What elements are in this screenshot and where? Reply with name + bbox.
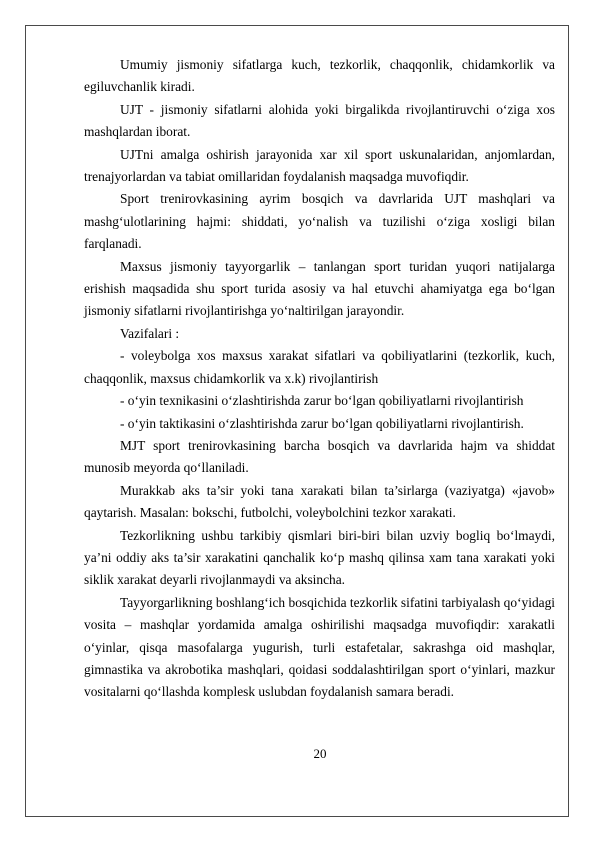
document-body — [84, 54, 555, 704]
paragraph-tasks-heading: Vazifalari : — [120, 325, 180, 341]
list-item-task-1: - voleybolga xos maxsus xarakat sifatlari va qobiliyatlarini (tezkorlik, kuch, chaqqonlik, maxsus chidamkorlik va x.k) rivojlantirish — [84, 348, 555, 386]
paragraph-special-training: Maxsus jismoniy tayyorgarlik – tanlangan sport turidan yuqori natijalarga erishish maqsadida shu sport turida asosiy va hal etuvchi ahamiyatga ega bo‘lgan jismoniy sifatlarni rivojlantirishga yo‘naltirilgan jarayondir. — [84, 258, 555, 319]
paragraph-general-qualities: Umumiy jismoniy sifatlarga kuch, tezkorlik, chaqqonlik, chidamkorlik va egiluvchanlik kiradi. — [84, 57, 555, 95]
paragraph-speed-components: Tezkorlikning ushbu tarkibiy qismlari biri-biri bilan uzviy bogliq bo‘lmaydi, ya’ni oddiy aks ta’sir xarakatini qanchalik ko‘p mashq qilinsa xam tana xarakati yoki siklik xarakat deyarli rivojlanmaydi va aksincha. — [84, 527, 555, 588]
list-item-task-3: - o‘yin taktikasini o‘zlashtirishda zarur bo‘lgan qobiliyatlarni rivojlantirish. — [120, 415, 524, 431]
page-number: 20 — [313, 746, 327, 761]
paragraph-reaction: Murakkab aks ta’sir yoki tana xarakati bilan ta’sirlarga (vaziyatga) «javob» qaytarish. Masalan: bokschi, futbolchi, voleybolchini tezkor xarakati. — [84, 482, 555, 521]
paragraph-training-stages: Sport trenirovkasining ayrim bosqich va davrlarida UJT mashqlari va mashg‘ulotlarining hajmi: shiddati, yo‘nalish va tuzilishi o‘ziga xosligi bilan farqlanadi. — [84, 191, 555, 252]
paragraph-initial-stage: Tayyorgarlikning boshlang‘ich bosqichida tezkorlik sifatini tarbiyalash qo‘yidagi vosita – mashqlar yordamida amalga oshirilishi maqsadga muvofiqdir: xarakatli o‘yinlar, qisqa masofalarga yugurish, turli estafetalar, sakrashga oid mashqlar, gimnastika va akrobotika mashqlari, qoidasi soddalashtirilgan sport o‘yinlari, mazkur vositalarni qo‘llashda komplesk uslubdan foydalanish samara beradi. — [84, 594, 555, 700]
paragraph-mjt: MJT sport trenirovkasining barcha bosqich va davrlarida hajm va shiddat munosib meyorda qo‘llaniladi. — [84, 437, 555, 476]
list-item-task-2: - o‘yin texnikasini o‘zlashtirishda zarur bo‘lgan qobiliyatlarni rivojlantirish — [120, 393, 524, 409]
paragraph-ujt-equipment: UJTni amalga oshirish jarayonida xar xil sport uskunalaridan, anjomlardan, trenajyorlardan va tabiat omillaridan foydalanish maqsadga muvofiqdir. — [84, 146, 555, 185]
paragraph-ujt-definition: UJT - jismoniy sifatlarni alohida yoki birgalikda rivojlantiruvchi o‘ziga xos mashqlardan iborat. — [84, 101, 555, 140]
